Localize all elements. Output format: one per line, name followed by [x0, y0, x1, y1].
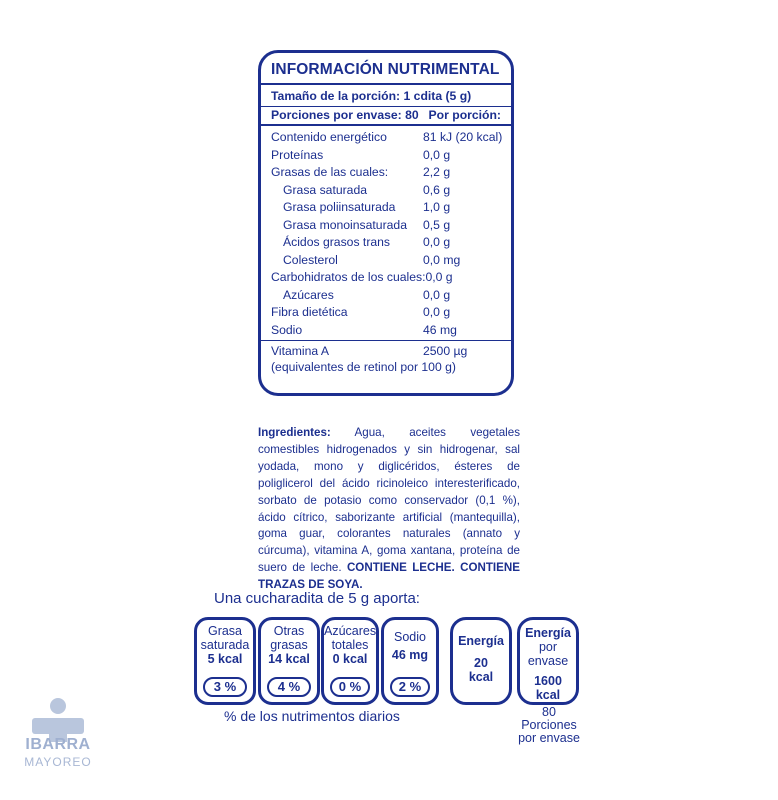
nutrient-row: [271, 304, 503, 322]
nutrient-value: 1,0 g: [423, 200, 451, 214]
serving-size: Tamaño de la porción: 1 cdita (5 g): [271, 89, 472, 103]
gda-sodium: [381, 617, 439, 705]
per-serving-header: Por porción:: [428, 107, 501, 122]
nutrient-row: [271, 217, 503, 235]
nutrient-value: 0,0 g: [425, 270, 453, 284]
gda-value: 46 mg: [391, 648, 429, 662]
nutrient-label: Azúcares: [283, 287, 334, 302]
gda-name: grasas: [270, 638, 308, 652]
nutrient-row: [271, 182, 503, 200]
nutrient-value: 0,0 g: [423, 287, 451, 302]
nutrient-row: [271, 234, 503, 252]
gda-energy: [450, 617, 512, 705]
nutrient-value: 81 kJ (20 kcal): [423, 130, 503, 144]
nutrient-label: Grasa poliinsaturada: [283, 200, 396, 214]
gda-percent: 3 %: [203, 677, 247, 697]
nutrient-row: [271, 199, 503, 217]
divider: [261, 340, 511, 341]
nutrient-rows: [271, 129, 503, 339]
gda-value: 0 kcal: [332, 652, 368, 666]
nutrient-value: 0,0 mg: [423, 252, 461, 267]
portions-count: 80: [542, 705, 556, 719]
nutrient-value: 0,0 g: [423, 305, 451, 319]
gda-name: Otras: [273, 624, 305, 638]
gda-name: totales: [331, 638, 369, 652]
nutrient-value: 0,6 g: [423, 182, 451, 197]
gda-unit: kcal: [468, 670, 494, 684]
nutrient-label: Proteínas: [271, 147, 324, 162]
gda-unit: kcal: [535, 688, 561, 702]
divider: [261, 83, 511, 85]
nutrient-label: Sodio: [271, 322, 303, 337]
gda-percent: 2 %: [390, 677, 430, 697]
nutrient-value: 0,0 g: [423, 147, 451, 162]
panel-title: INFORMACIÓN NUTRIMENTAL: [271, 61, 500, 78]
gda-energy-container: [517, 617, 579, 705]
vitamin-a-block: [271, 343, 503, 375]
nutrient-label: Fibra dietética: [271, 305, 348, 319]
nutrient-row: [271, 129, 503, 147]
nutrient-label: Grasa monoinsaturada: [283, 217, 407, 232]
logo-sub: MAYOREO: [24, 755, 92, 769]
nutrient-value: 46 mg: [423, 322, 457, 337]
vitamin-label: Vitamina A: [271, 344, 330, 358]
nutrient-label: Carbohidratos de los cuales:: [271, 270, 426, 284]
nutrient-row: [271, 252, 503, 270]
gda-value: 5 kcal: [207, 652, 243, 666]
portions-label: [518, 706, 580, 745]
gda-value: 1600: [534, 674, 562, 688]
nutrient-label: Colesterol: [283, 252, 338, 267]
gda-percent: 0 %: [330, 677, 370, 697]
nutrient-value: 0,5 g: [423, 217, 451, 232]
gda-name: por envase: [527, 640, 569, 668]
nutrient-label: Grasa saturada: [283, 182, 368, 197]
nutrient-row: [271, 164, 503, 182]
nutrient-label: Grasas de las cuales:: [271, 165, 389, 179]
front-heading: Una cucharadita de 5 g aporta:: [214, 590, 420, 607]
portions-per: por envase: [518, 731, 580, 745]
nutrient-row: [271, 287, 503, 305]
gda-name: Azúcares: [324, 624, 377, 638]
gda-other-fats: [258, 617, 320, 705]
nutrient-label: Contenido energético: [271, 130, 387, 144]
nutrient-row: [271, 147, 503, 165]
gda-percent: 4 %: [267, 677, 311, 697]
gda-sugars: [321, 617, 379, 705]
gda-saturated-fat: [194, 617, 256, 705]
nutrient-label: Ácidos grasos trans: [283, 235, 391, 249]
vitamin-note: (equivalentes de retinol por 100 g): [271, 360, 456, 374]
logo-person-head: [50, 698, 66, 714]
nutrient-row: [271, 322, 503, 340]
gda-value: 20: [474, 656, 488, 670]
allergen-warning: CONTIENE LECHE. CONTIENE TRAZAS DE SOYA.: [258, 561, 520, 592]
nutrition-panel: [258, 50, 514, 396]
logo-brand: IBARRA: [25, 736, 91, 753]
nutrient-row: [271, 269, 503, 287]
ingredients-block: [258, 425, 520, 594]
divider: [261, 124, 511, 126]
ingredients-text: Agua, aceites vegetales comestibles hidrogenados y sin hidrogenar, sal yodada, mono y diglicéridos, ésteres de poliglicerol del ácido ricinoleico interesterificado, sorbato de potasio como conservador (0,1 %), ácido cítrico, saborizante artificial (mantequilla), goma guar, colorantes naturales (annato y cúrcuma), vitamina A, goma xantana, proteína de suero de leche.: [258, 426, 520, 575]
gda-name: Energía: [525, 626, 571, 640]
ibarra-logo: [18, 698, 98, 780]
ingredients-heading: Ingredientes:: [258, 426, 331, 439]
vitamin-value: 2500 µg: [423, 344, 468, 358]
nutrient-value: 2,2 g: [423, 165, 451, 179]
gda-name: Energía: [458, 634, 504, 648]
gda-name: Sodio: [394, 630, 426, 644]
portions-word: Porciones: [521, 718, 577, 732]
logo-person-arms: [32, 718, 84, 734]
servings-per-container: Porciones por envase: 80: [271, 107, 419, 122]
pct-label: % de los nutrimentos diarios: [224, 708, 400, 724]
nutrient-value: 0,0 g: [423, 235, 451, 249]
gda-value: 14 kcal: [268, 652, 310, 666]
gda-name: saturada: [200, 638, 250, 652]
gda-name: Grasa: [207, 624, 243, 638]
